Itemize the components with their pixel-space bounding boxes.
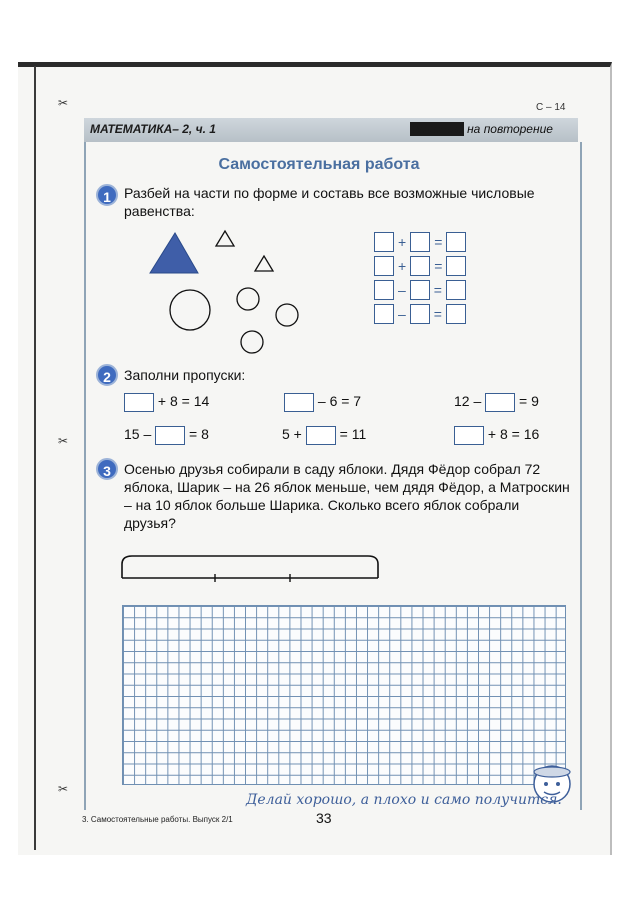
brace-line xyxy=(122,556,378,578)
answer-box[interactable] xyxy=(374,232,394,252)
operator: = xyxy=(433,282,442,298)
answer-box[interactable] xyxy=(410,256,430,276)
expression-text: 5 + xyxy=(282,426,302,443)
expression-text: = 11 xyxy=(339,426,367,443)
expression-text: 12 – xyxy=(454,393,482,410)
fill-blank-item xyxy=(284,393,361,412)
fill-blank-item xyxy=(454,393,539,412)
section-label-hidden: Задание xyxy=(412,122,462,136)
answer-box[interactable] xyxy=(284,393,314,412)
answer-box[interactable] xyxy=(454,426,484,445)
scan-margin xyxy=(0,0,638,62)
fill-blank-item xyxy=(454,426,539,445)
page-edge xyxy=(34,66,36,850)
expression-text: + 8 = 16 xyxy=(487,426,540,443)
task-number-3: 3 xyxy=(96,458,118,480)
expression-text: 15 – xyxy=(124,426,152,443)
task2-text: Заполни пропуски: xyxy=(124,367,246,383)
answer-box[interactable] xyxy=(306,426,336,445)
equation-row xyxy=(374,302,466,326)
answer-box[interactable] xyxy=(446,256,466,276)
answer-box[interactable] xyxy=(124,393,154,412)
answer-box[interactable] xyxy=(446,304,466,324)
fill-blank-item xyxy=(124,426,209,445)
section-label-text: на повторение xyxy=(467,122,553,136)
motto: Делай хорошо, а плохо и само получится. xyxy=(246,792,562,808)
task-number-1: 1 xyxy=(96,184,118,206)
small-circle xyxy=(276,304,298,326)
answer-box[interactable] xyxy=(374,256,394,276)
equation-boxes xyxy=(374,230,466,326)
subject-title: МАТЕМАТИКА– 2, ч. 1 xyxy=(90,122,216,136)
equation-row xyxy=(374,230,466,254)
shapes-figure xyxy=(140,225,310,360)
expression-text: – 6 = 7 xyxy=(317,393,362,410)
answer-box[interactable] xyxy=(485,393,515,412)
expression-text: = 8 xyxy=(189,426,209,443)
answer-box[interactable] xyxy=(155,426,185,445)
equation-row xyxy=(374,254,466,278)
operator: = xyxy=(434,258,443,274)
answer-grid[interactable] xyxy=(122,605,566,785)
equation-row xyxy=(374,278,466,302)
section-label xyxy=(410,122,553,136)
fill-blank-item xyxy=(124,393,209,412)
answer-box[interactable] xyxy=(446,232,466,252)
operator: + xyxy=(398,234,407,250)
small-triangle xyxy=(255,256,273,271)
answer-box[interactable] xyxy=(410,304,430,324)
operator: – xyxy=(398,306,406,322)
answer-box[interactable] xyxy=(410,232,430,252)
operator: = xyxy=(434,234,443,250)
task3-text: Осенью друзья собирали в саду яблоки. Дядя Фёдор собрал 72 яблока, Шарик – на 26 яблок меньше, чем дядя Фёдор, а Матроскин – на 10 яблок больше Шарика. Сколько всего яблок собрали друзья? xyxy=(124,461,570,531)
task1-text: Разбей на части по форме и составь все возможные числовые равенства: xyxy=(124,185,535,219)
segment-diagram xyxy=(118,552,382,584)
operator: – xyxy=(398,282,406,298)
expression-text: = 9 xyxy=(519,393,539,410)
small-triangle xyxy=(216,231,234,246)
operator: = xyxy=(433,306,442,322)
book-title: 3. Самостоятельные работы. Выпуск 2/1 xyxy=(82,815,233,824)
answer-box[interactable] xyxy=(446,280,466,300)
page-code: С – 14 xyxy=(536,102,566,113)
scissors-icon: ✂ xyxy=(58,782,69,796)
small-circle xyxy=(241,331,263,353)
task-number-2: 2 xyxy=(96,364,118,386)
page-number: 33 xyxy=(316,810,332,826)
filled-triangle xyxy=(150,233,198,273)
answer-box[interactable] xyxy=(410,280,430,300)
answer-box[interactable] xyxy=(374,280,394,300)
page-title: Самостоятельная работа xyxy=(218,156,420,173)
expression-text: + 8 = 14 xyxy=(157,393,210,410)
scissors-icon: ✂ xyxy=(58,96,69,110)
large-circle xyxy=(170,290,210,330)
small-circle xyxy=(237,288,259,310)
answer-box[interactable] xyxy=(374,304,394,324)
scissors-icon: ✂ xyxy=(58,434,69,448)
fill-blank-item xyxy=(282,426,366,445)
operator: + xyxy=(398,258,407,274)
